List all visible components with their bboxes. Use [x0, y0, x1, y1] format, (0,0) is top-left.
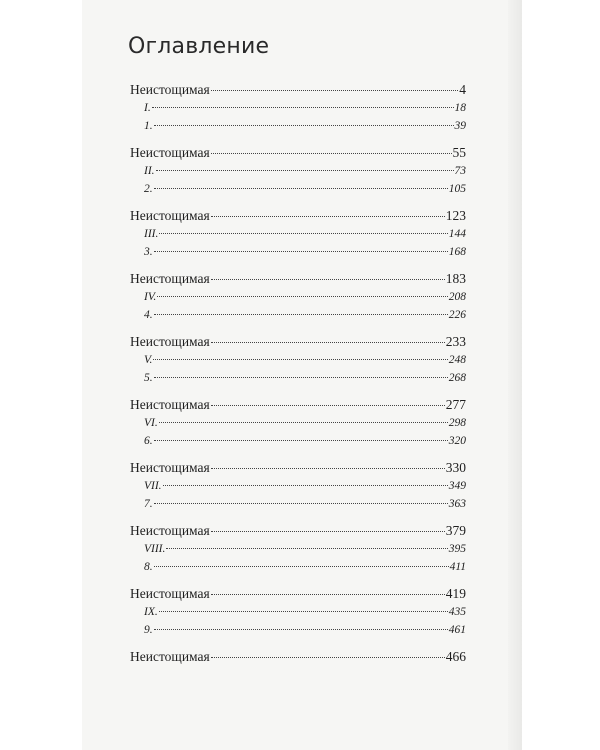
toc-leader-dots	[166, 548, 447, 549]
toc-leader-dots	[211, 468, 445, 469]
toc-leader-dots	[159, 422, 448, 423]
toc-leader-dots	[211, 405, 445, 406]
toc-subentry[interactable]	[130, 309, 466, 327]
toc-subentry-label: III.	[144, 228, 159, 240]
toc-subentry-label: I.	[144, 102, 151, 114]
toc-subentry-page: 461	[448, 623, 466, 636]
toc-subentry-label: VII.	[144, 480, 162, 492]
toc-group	[130, 208, 466, 263]
toc-entry-page: 330	[445, 460, 466, 475]
toc-subentry[interactable]	[130, 624, 466, 642]
toc-subentry-page: 73	[454, 165, 466, 177]
toc-subentry-page: 144	[448, 228, 466, 240]
toc-subentry-page: 208	[448, 291, 466, 303]
toc-entry-page: 379	[445, 523, 466, 538]
toc-subentry[interactable]	[130, 183, 466, 201]
toc-subentry-page: 411	[449, 560, 466, 573]
toc-leader-dots	[154, 314, 448, 315]
toc-entry[interactable]	[130, 145, 466, 165]
page-edge-shadow	[508, 0, 522, 750]
toc-subentry-page: 105	[448, 182, 466, 195]
toc-leader-dots	[154, 440, 448, 441]
toc-entry-label: Неистощимая	[130, 586, 210, 601]
toc-subentry-label: 9.	[144, 623, 153, 636]
toc-entry-page: 466	[445, 649, 466, 664]
toc-leader-dots	[154, 188, 448, 189]
toc-entry[interactable]	[130, 649, 466, 669]
toc-subentry[interactable]	[130, 165, 466, 183]
toc-group	[130, 334, 466, 389]
toc-subentry-label: 1.	[144, 119, 153, 132]
toc-leader-dots	[211, 216, 445, 217]
toc-subentry[interactable]	[130, 372, 466, 390]
toc-subentry[interactable]	[130, 417, 466, 435]
toc-subentry-label: IX.	[144, 606, 158, 618]
toc-subentry-page: 363	[448, 497, 466, 510]
toc-entry-page: 233	[445, 334, 466, 349]
toc-entry-label: Неистощимая	[130, 271, 210, 286]
toc-leader-dots	[211, 90, 459, 91]
toc-entry[interactable]	[130, 334, 466, 354]
toc-leader-dots	[154, 377, 448, 378]
toc-leader-dots	[152, 107, 454, 108]
toc-group	[130, 649, 466, 669]
toc-group	[130, 397, 466, 452]
toc-subentry-label: 5.	[144, 371, 153, 384]
toc-leader-dots	[211, 531, 445, 532]
toc-entry-label: Неистощимая	[130, 649, 210, 664]
toc-subentry-page: 435	[448, 606, 466, 618]
toc-subentry-page: 298	[448, 417, 466, 429]
toc-entry-page: 123	[445, 208, 466, 223]
toc-subentry-label: VI.	[144, 417, 158, 429]
toc-leader-dots	[163, 485, 448, 486]
toc-subentry-label: 4.	[144, 308, 153, 321]
toc-subentry-label: II.	[144, 165, 155, 177]
toc-entry-page: 183	[445, 271, 466, 286]
toc-leader-dots	[153, 359, 447, 360]
toc-leader-dots	[156, 170, 454, 171]
table-of-contents	[130, 82, 466, 677]
toc-subentry[interactable]	[130, 606, 466, 624]
toc-subentry-label: 6.	[144, 434, 153, 447]
toc-subentry[interactable]	[130, 228, 466, 246]
toc-subentry-page: 320	[448, 434, 466, 447]
toc-subentry[interactable]	[130, 102, 466, 120]
toc-leader-dots	[154, 566, 449, 567]
toc-entry[interactable]	[130, 82, 466, 102]
toc-leader-dots	[211, 657, 445, 658]
toc-subentry[interactable]	[130, 480, 466, 498]
toc-leader-dots	[211, 279, 445, 280]
toc-entry-label: Неистощимая	[130, 334, 210, 349]
toc-subentry-label: 2.	[144, 182, 153, 195]
toc-subentry-label: VIII.	[144, 543, 166, 555]
toc-leader-dots	[211, 594, 445, 595]
toc-group	[130, 586, 466, 641]
toc-group	[130, 523, 466, 578]
toc-subentry-page: 39	[454, 119, 466, 132]
toc-subentry[interactable]	[130, 561, 466, 579]
toc-subentry-page: 395	[448, 543, 466, 555]
toc-leader-dots	[154, 503, 448, 504]
toc-leader-dots	[154, 251, 448, 252]
toc-entry[interactable]	[130, 271, 466, 291]
toc-subentry[interactable]	[130, 354, 466, 372]
toc-leader-dots	[159, 611, 448, 612]
toc-entry-page: 4	[459, 82, 466, 97]
toc-group	[130, 145, 466, 200]
toc-entry-label: Неистощимая	[130, 82, 210, 97]
page-title: Оглавление	[128, 34, 270, 59]
toc-entry[interactable]	[130, 586, 466, 606]
toc-subentry[interactable]	[130, 120, 466, 138]
toc-subentry-page: 18	[454, 102, 466, 114]
toc-leader-dots	[154, 629, 448, 630]
toc-entry[interactable]	[130, 460, 466, 480]
toc-leader-dots	[154, 125, 454, 126]
toc-subentry-page: 226	[448, 308, 466, 321]
toc-subentry-label: 8.	[144, 560, 153, 573]
toc-subentry[interactable]	[130, 246, 466, 264]
toc-entry-label: Неистощимая	[130, 208, 210, 223]
toc-entry[interactable]	[130, 208, 466, 228]
toc-leader-dots	[159, 233, 447, 234]
toc-entry-label: Неистощимая	[130, 397, 210, 412]
toc-leader-dots	[211, 153, 452, 154]
toc-entry-page: 419	[445, 586, 466, 601]
toc-subentry-label: V.	[144, 354, 153, 366]
toc-subentry[interactable]	[130, 543, 466, 561]
toc-subentry[interactable]	[130, 435, 466, 453]
toc-subentry-label: IV.	[144, 291, 157, 303]
toc-group	[130, 460, 466, 515]
toc-entry-page: 277	[445, 397, 466, 412]
toc-entry-label: Неистощимая	[130, 460, 210, 475]
toc-subentry[interactable]	[130, 498, 466, 516]
toc-subentry-page: 268	[448, 371, 466, 384]
toc-entry-label: Неистощимая	[130, 145, 210, 160]
toc-subentry-label: 3.	[144, 245, 153, 258]
toc-entry-label: Неистощимая	[130, 523, 210, 538]
toc-subentry-page: 349	[448, 480, 466, 492]
toc-entry[interactable]	[130, 523, 466, 543]
toc-group	[130, 271, 466, 326]
toc-subentry-label: 7.	[144, 497, 153, 510]
toc-entry-page: 55	[452, 145, 466, 160]
toc-leader-dots	[157, 296, 448, 297]
toc-entry[interactable]	[130, 397, 466, 417]
toc-group	[130, 82, 466, 137]
toc-subentry-page: 168	[448, 245, 466, 258]
toc-leader-dots	[211, 342, 445, 343]
toc-subentry[interactable]	[130, 291, 466, 309]
toc-subentry-page: 248	[448, 354, 466, 366]
